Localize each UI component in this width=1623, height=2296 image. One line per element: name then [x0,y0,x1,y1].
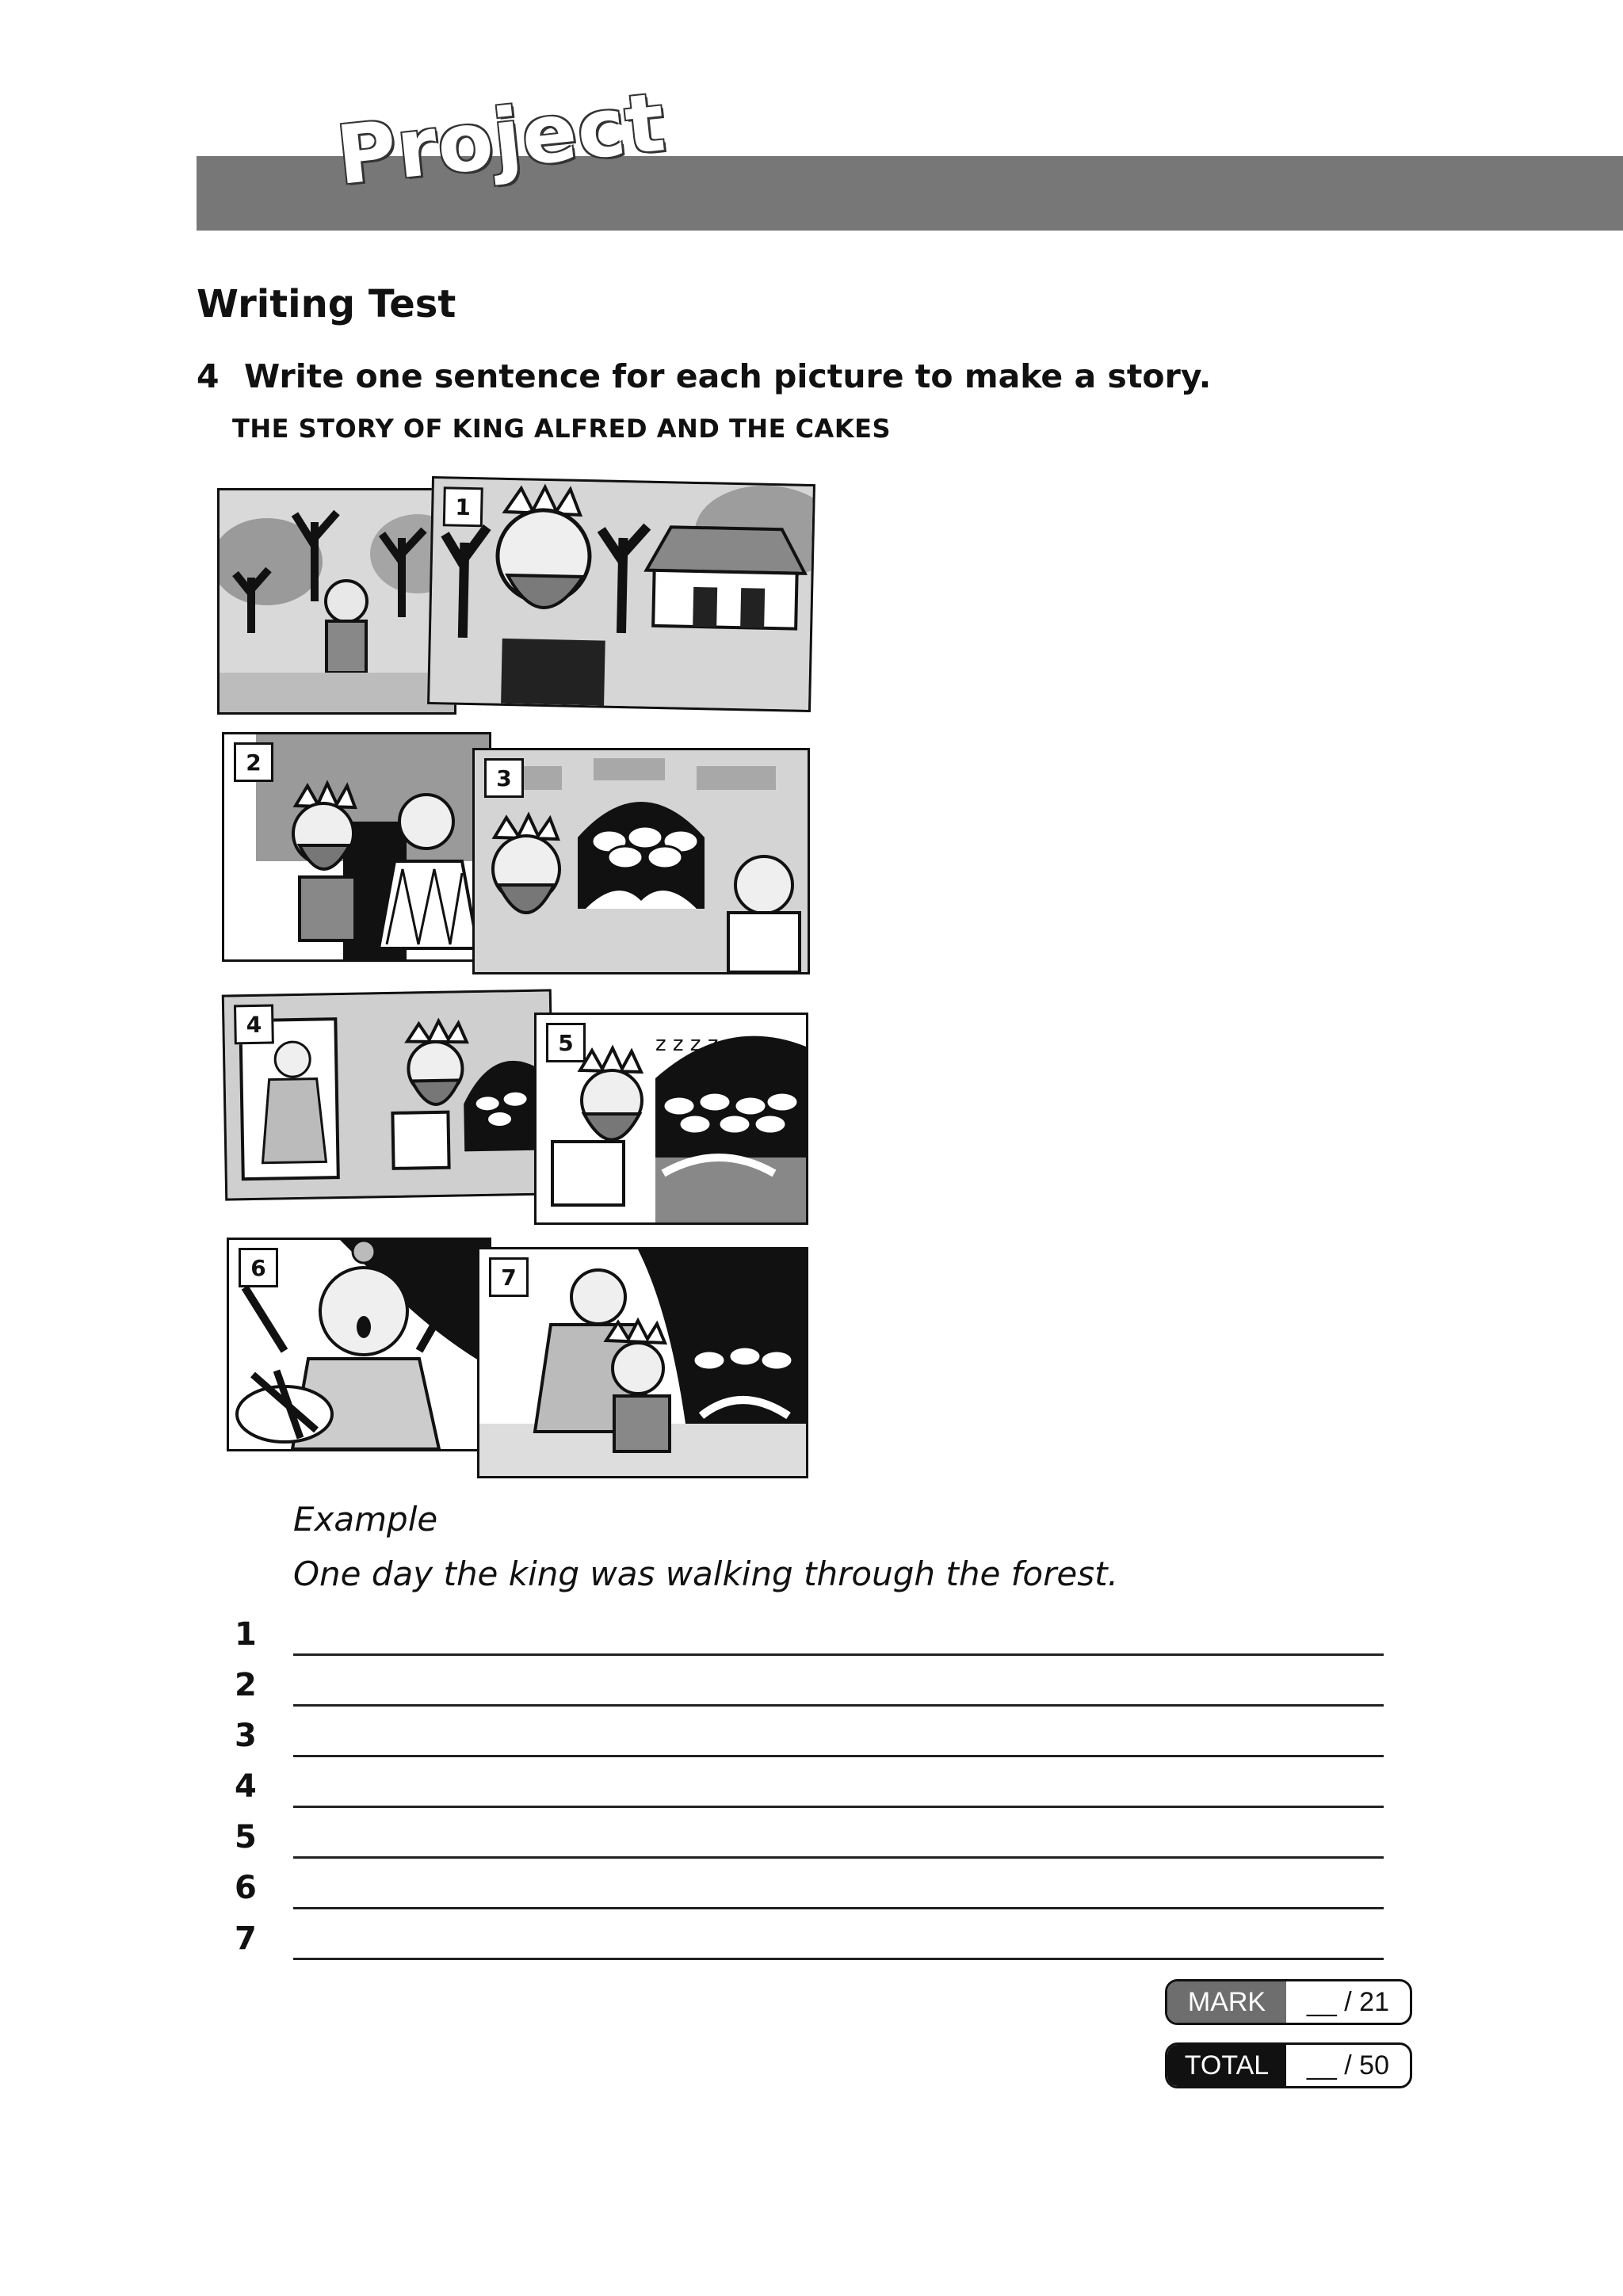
example-label: Example [293,1500,438,1539]
panel-number: 6 [239,1248,278,1287]
svg-text:z z z z: z z z z [655,1032,719,1056]
comic-panel-5 [534,1013,808,1225]
king-oven-cakes-illustration [475,750,808,972]
total-label: TOTAL [1167,2045,1286,2086]
answer-line-5[interactable] [235,1811,1384,1859]
comic-panel-3 [472,748,810,974]
task-text: Write one sentence for each picture to make a story. [244,357,1212,395]
answer-rule[interactable] [293,1704,1384,1707]
answer-rule[interactable] [293,1755,1384,1757]
answer-number: 4 [235,1768,257,1805]
answer-line-6[interactable] [235,1862,1384,1909]
page-title: Writing Test [197,282,456,326]
comic-panel-2 [222,732,491,962]
answer-line-4[interactable] [235,1760,1384,1808]
answer-line-1[interactable] [235,1608,1384,1656]
answer-number: 3 [235,1718,257,1754]
comic-panel-6 [227,1238,491,1451]
forest-scene-illustration [220,490,454,712]
mark-label: MARK [1167,1981,1286,2023]
task-instruction [197,357,1211,395]
total-score-box [1165,2042,1412,2088]
panel-number: 2 [234,742,273,782]
panel-number: 3 [484,758,524,798]
answer-rule[interactable] [293,1856,1384,1859]
king-cottage-illustration [430,479,813,710]
mark-value: __ / 21 [1307,1986,1389,2017]
answer-line-2[interactable] [235,1659,1384,1707]
answer-number: 7 [235,1920,257,1957]
answer-number: 5 [235,1819,257,1855]
answer-line-3[interactable] [235,1710,1384,1757]
example-sentence: One day the king was walking through the forest. [293,1554,1118,1593]
answer-rule[interactable] [293,1958,1384,1960]
answer-line-7[interactable] [235,1913,1384,1960]
comic-panel-intro [217,488,456,715]
total-value: __ / 50 [1307,2050,1389,2081]
answer-rule[interactable] [293,1806,1384,1808]
task-number: 4 [197,357,220,395]
comic-panel-7 [477,1247,808,1478]
mark-score-box [1165,1979,1412,2025]
answer-number: 6 [235,1870,257,1906]
panel-number: 5 [546,1023,586,1062]
comic-panel-1 [427,476,815,712]
project-logo: Project [332,75,670,204]
panel-number: 1 [443,486,483,527]
panel-number: 4 [234,1005,274,1045]
answer-rule[interactable] [293,1907,1384,1909]
comic-panel-4 [222,989,555,1200]
answer-number: 1 [235,1616,257,1653]
answer-rule[interactable] [293,1653,1384,1656]
panel-number: 7 [489,1257,529,1297]
answer-number: 2 [235,1667,257,1703]
story-title: THE STORY OF KING ALFRED AND THE CAKES [232,414,892,444]
